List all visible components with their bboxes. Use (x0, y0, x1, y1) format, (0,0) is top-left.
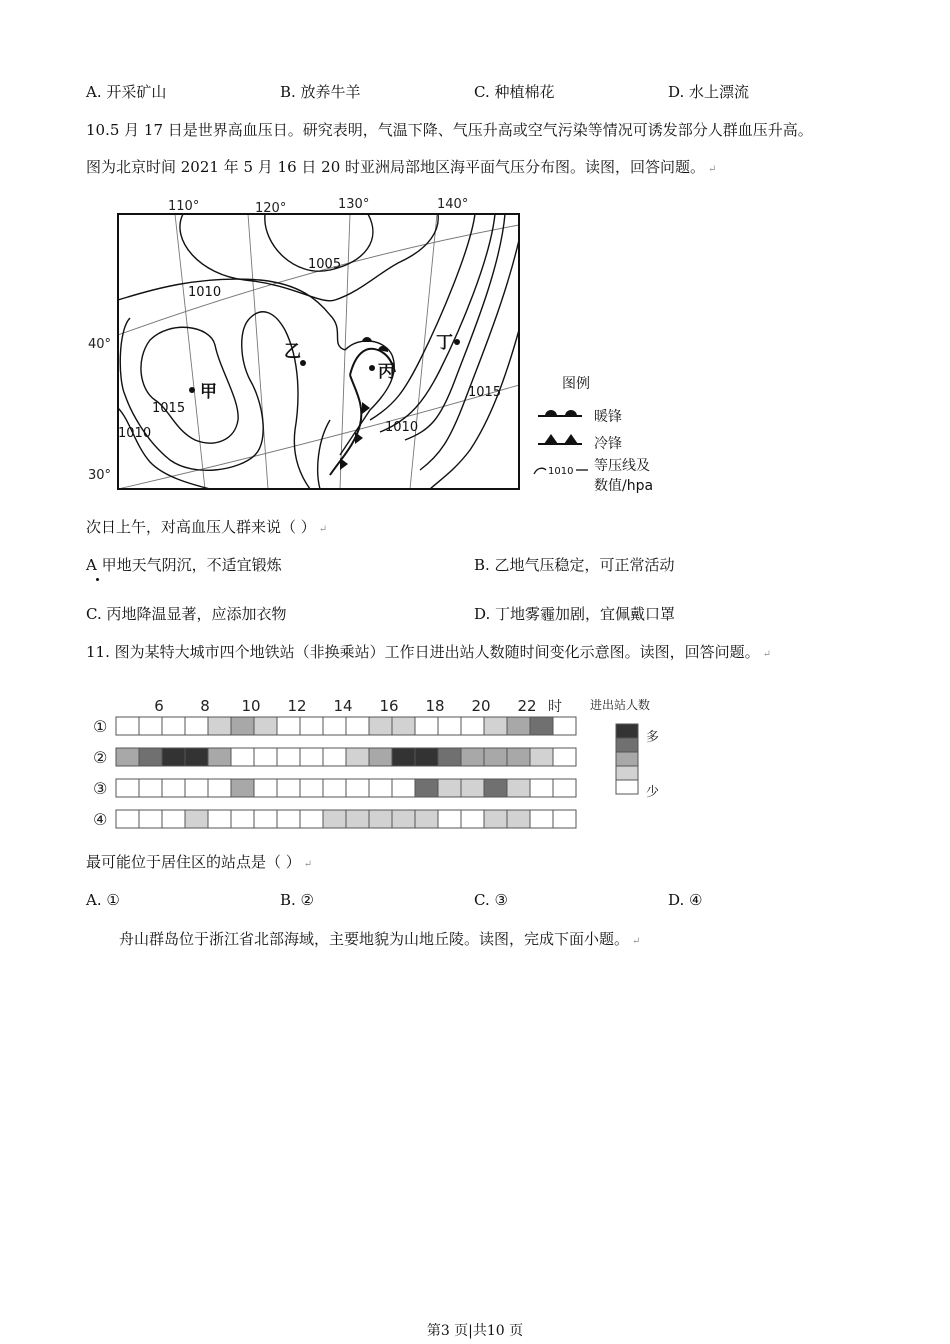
hour-label: 8 (200, 697, 210, 715)
flow-cell (162, 779, 185, 797)
lon-label: 130° (338, 197, 370, 212)
cold-front (340, 402, 370, 470)
flow-cell (139, 779, 162, 797)
flow-cell (369, 748, 392, 766)
flow-cell (300, 779, 323, 797)
flow-cell (277, 779, 300, 797)
flow-cell (415, 717, 438, 735)
legend-cold-front: 冷锋 (594, 436, 622, 452)
q10-option-a: A 甲地天气阴沉，不适宜锻炼 (86, 556, 282, 574)
point-bing (369, 365, 375, 371)
hour-label: 6 (154, 697, 164, 715)
hour-label: 10 (241, 697, 261, 715)
flow-cell (185, 810, 208, 828)
station-label: ① (93, 717, 108, 736)
flow-cell (415, 810, 438, 828)
q9-option-b: B. 放养牛羊 (280, 83, 361, 101)
flow-cell (208, 779, 231, 797)
flow-cell (530, 779, 553, 797)
bullet-dot (96, 578, 99, 581)
legend-more: 多 (646, 730, 660, 745)
flow-cell (185, 717, 208, 735)
flow-cell (346, 717, 369, 735)
isobars (118, 214, 519, 489)
q11-stem (86, 642, 771, 665)
flow-cell (116, 748, 139, 766)
legend-swatch (616, 724, 638, 738)
flow-cell (484, 748, 507, 766)
flow-cell (507, 717, 530, 735)
q10-question (86, 517, 327, 540)
metro-flow-chart (84, 685, 684, 835)
flow-cell (507, 810, 530, 828)
flow-cell (438, 779, 461, 797)
flow-cell (438, 810, 461, 828)
flow-cell (530, 810, 553, 828)
station-label: ② (93, 748, 108, 767)
isobar-label: 1010 (118, 426, 152, 441)
paragraph-mark-icon: ↵ (318, 524, 328, 535)
flow-cell (346, 810, 369, 828)
lon-label: 120° (255, 201, 287, 216)
paragraph-mark-icon: ↵ (632, 936, 641, 947)
flow-cell (553, 810, 576, 828)
hour-unit-label: 时 (548, 699, 562, 715)
flow-cell (116, 810, 139, 828)
q11-option-b: B. ② (280, 891, 315, 909)
flow-cell (553, 779, 576, 797)
isobar-label: 1010 (385, 420, 419, 435)
zhoushan-intro (119, 929, 640, 952)
map-legend (534, 376, 653, 494)
legend-swatch (616, 752, 638, 766)
flow-cell (392, 748, 415, 766)
flow-cell (231, 810, 254, 828)
legend-title: 进出站人数 (590, 698, 651, 712)
q9-option-c: C. 种植棉花 (474, 83, 555, 101)
flow-cell (139, 810, 162, 828)
flow-cell (231, 779, 254, 797)
flow-cell (185, 779, 208, 797)
map-frame (118, 214, 519, 489)
paragraph-mark-icon: ↵ (303, 859, 313, 870)
flow-cell (231, 717, 254, 735)
flow-cell (346, 748, 369, 766)
pressure-map (84, 192, 684, 502)
hour-label: 16 (379, 697, 399, 715)
flow-cell (162, 810, 185, 828)
point-ding (454, 339, 460, 345)
station-label: ④ (93, 810, 108, 829)
legend-isobar-sample: 1010 (548, 466, 574, 477)
flow-cell (300, 810, 323, 828)
cold-front-symbol (544, 434, 558, 444)
flow-cell (530, 717, 553, 735)
flow-cell (300, 748, 323, 766)
flow-cell (392, 779, 415, 797)
flow-cell (323, 810, 346, 828)
flow-cell (254, 717, 277, 735)
lon-label: 140° (437, 197, 469, 212)
legend-less: 少 (646, 785, 660, 800)
legend-isobar-line1: 等压线及 (594, 458, 650, 474)
isobar-label: 1005 (308, 257, 342, 272)
flow-cell (208, 810, 231, 828)
lat-label: 40° (88, 337, 112, 352)
hour-label: 18 (425, 697, 445, 715)
place-label-bing: 丙 (378, 362, 395, 382)
q9-option-d: D. 水上漂流 (668, 83, 750, 101)
flow-cell (530, 748, 553, 766)
zhoushan-intro-text: 舟山群岛位于浙江省北部海域，主要地貌为山地丘陵。读图，完成下面小题。 (119, 930, 630, 948)
flow-cell (507, 779, 530, 797)
q10-question-text: 次日上午，对高血压人群来说（ ） (86, 518, 316, 536)
flow-cell (277, 748, 300, 766)
legend-swatch (616, 738, 638, 752)
flow-cell (277, 717, 300, 735)
q10-stem-line2-text: 图为北京时间 2021 年 5 月 16 日 20 时亚洲局部地区海平面气压分布图。读图，回答问题。 (86, 158, 706, 176)
flow-cell (507, 748, 530, 766)
flow-cell (277, 810, 300, 828)
place-label-jia: 甲 (200, 382, 217, 402)
flow-cell (254, 779, 277, 797)
graticule (118, 214, 519, 489)
flow-cell (392, 810, 415, 828)
flow-cell (116, 779, 139, 797)
legend-warm-front: 暖锋 (594, 409, 622, 425)
legend-title: 图例 (562, 376, 590, 392)
hour-label: 22 (517, 697, 537, 715)
q11-question (86, 852, 312, 875)
flow-cell (300, 717, 323, 735)
station-label: ③ (93, 779, 108, 798)
lon-label: 110° (168, 199, 200, 214)
q11-option-a: A. ① (86, 891, 120, 909)
flow-cell (323, 779, 346, 797)
flow-cell (369, 810, 392, 828)
flow-cell (484, 717, 507, 735)
hour-label: 20 (471, 697, 491, 715)
isobar-label: 1015 (152, 401, 186, 416)
page-footer: 第3 页|共10 页 (426, 1323, 524, 1339)
flow-cell (484, 810, 507, 828)
point-jia (189, 387, 195, 393)
flow-cell (369, 779, 392, 797)
flow-cell (438, 717, 461, 735)
legend-swatch (616, 766, 638, 780)
flow-cell (484, 779, 507, 797)
flow-cell (415, 748, 438, 766)
flow-cell (116, 717, 139, 735)
q11-stem-text: 11. 图为某特大城市四个地铁站（非换乘站）工作日进出站人数随时间变化示意图。读图，回答问题。 (86, 643, 760, 661)
flow-cell (346, 779, 369, 797)
q10-option-c: C. 丙地降温显著，应添加衣物 (86, 605, 287, 623)
flow-cell (553, 748, 576, 766)
flow-cell (139, 748, 162, 766)
flow-cell (461, 810, 484, 828)
flow-cell (139, 717, 162, 735)
flow-cell (231, 748, 254, 766)
flow-cell (254, 810, 277, 828)
q11-question-text: 最可能位于居住区的站点是（ ） (86, 853, 301, 871)
hour-label: 14 (333, 697, 353, 715)
flow-cell (392, 717, 415, 735)
q10-option-d: D. 丁地雾霾加剧，宜佩戴口罩 (474, 605, 676, 623)
lat-label: 30° (88, 468, 112, 483)
isobar-label: 1010 (188, 285, 222, 300)
flow-cell (254, 748, 277, 766)
flow-cell (438, 748, 461, 766)
flow-cell (208, 717, 231, 735)
q11-option-d: D. ④ (668, 891, 703, 909)
q10-option-b: B. 乙地气压稳定，可正常活动 (474, 556, 675, 574)
q10-stem-line1: 10.5 月 17 日是世界高血压日。研究表明，气温下降、气压升高或空气污染等情况可诱发部分人群血压升高。 (86, 121, 813, 139)
q10-stem-line2 (86, 157, 716, 180)
paragraph-mark-icon: ↵ (708, 164, 717, 175)
flow-cell (461, 779, 484, 797)
q9-option-a: A. 开采矿山 (86, 83, 167, 101)
flow-cell (208, 748, 231, 766)
flow-cell (369, 717, 392, 735)
flow-cell (162, 717, 185, 735)
flow-cell (415, 779, 438, 797)
place-label-yi: 乙 (284, 342, 301, 362)
flow-cell (323, 748, 346, 766)
hour-label: 12 (287, 697, 307, 715)
q11-option-c: C. ③ (474, 891, 508, 909)
legend-isobar-line2: 数值/hpa (594, 478, 654, 494)
flow-cell (323, 717, 346, 735)
flow-cell (553, 717, 576, 735)
flow-cell (162, 748, 185, 766)
flow-cell (461, 748, 484, 766)
paragraph-mark-icon: ↵ (762, 649, 772, 660)
place-label-ding: 丁 (436, 333, 453, 353)
flow-cell (185, 748, 208, 766)
legend-swatch (616, 780, 638, 794)
flow-cell (461, 717, 484, 735)
isobar-label: 1015 (468, 385, 502, 400)
